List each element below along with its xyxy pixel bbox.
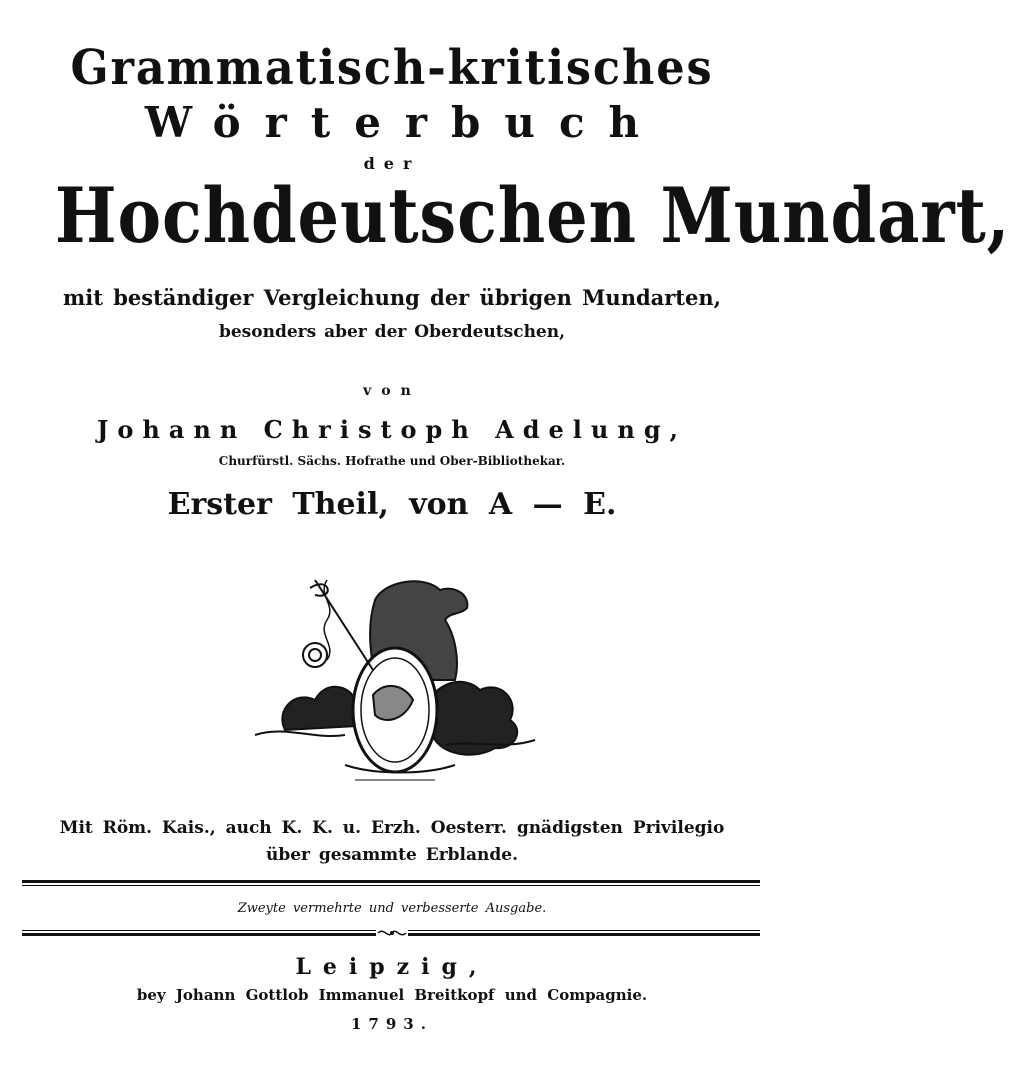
- title-line-1: Grammatisch-kritisches: [70, 40, 714, 96]
- imprint-publisher: bey Johann Gottlob Immanuel Breitkopf und Compagnie.: [136, 986, 648, 1004]
- imprint-year: 1793.: [351, 1015, 433, 1033]
- author-role: Churfürstl. Sächs. Hofrathe und Ober-Bibliothekar.: [218, 454, 566, 468]
- privilege-line-2: über gesammte Erblande.: [265, 845, 519, 865]
- title-line-2: Wörterbuch: [144, 98, 664, 147]
- subtitle-line-1: mit beständiger Vergleichung der übrigen Mundarten,: [63, 285, 721, 310]
- privilege-line-1: Mit Röm. Kais., auch K. K. u. Erzh. Oesterr. gnädigsten Privilegio: [59, 818, 725, 838]
- ornament-icon: [376, 926, 408, 940]
- by-label: von: [363, 383, 421, 399]
- imprint-place: Leipzig,: [295, 954, 489, 980]
- author-name: Johann Christoph Adelung,: [97, 415, 687, 444]
- subtitle-line-2: besonders aber der Oberdeutschen,: [218, 322, 566, 342]
- rule-top-thin: [22, 885, 760, 886]
- title-line-3: der: [363, 154, 421, 173]
- edition-note: Zweyte vermehrte und verbesserte Ausgabe.: [237, 901, 547, 916]
- bear-crest-vignette: [255, 560, 535, 800]
- rule-top-thick: [22, 880, 760, 883]
- main-title: Hochdeutschen Mundart,: [54, 171, 1010, 260]
- volume-label: Erster Theil, von A — E.: [167, 487, 617, 522]
